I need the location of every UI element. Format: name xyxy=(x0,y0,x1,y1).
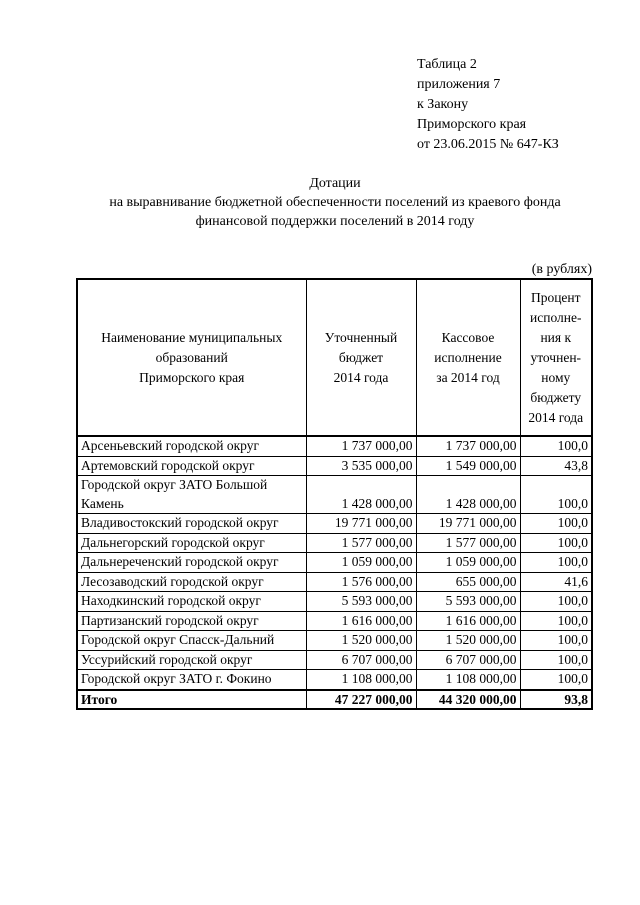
header-percent: Процент исполне- ния к уточнен- ному бюджету 2014 года xyxy=(520,279,592,436)
budget-cell: 1 520 000,00 xyxy=(306,631,416,651)
table-row xyxy=(77,592,592,612)
table-row xyxy=(77,631,592,651)
budget-cell: 1 577 000,00 xyxy=(306,533,416,553)
budget-cell: 5 593 000,00 xyxy=(306,592,416,612)
title-line-2: на выравнивание бюджетной обеспеченности поселений из краевого фонда xyxy=(109,195,561,210)
percent-cell: 100,0 xyxy=(520,476,592,514)
total-percent-cell: 93,8 xyxy=(520,690,592,709)
percent-cell: 100,0 xyxy=(520,553,592,573)
budget-cell: 1 576 000,00 xyxy=(306,572,416,592)
municipality-cell: Арсеньевский городской округ xyxy=(77,436,306,456)
table-row xyxy=(77,514,592,534)
appendix-reference xyxy=(417,55,559,155)
title-line-3: финансовой поддержки поселений в 2014 году xyxy=(195,214,475,229)
municipality-cell: Находкинский городской округ xyxy=(77,592,306,612)
table-row xyxy=(77,650,592,670)
municipality-cell: Лесозаводский городской округ xyxy=(77,572,306,592)
execution-cell: 1 059 000,00 xyxy=(416,553,520,573)
budget-cell: 1 616 000,00 xyxy=(306,611,416,631)
table-row xyxy=(77,553,592,573)
execution-cell: 1 616 000,00 xyxy=(416,611,520,631)
municipality-cell: Дальнегорский городской округ xyxy=(77,533,306,553)
table-row xyxy=(77,533,592,553)
total-budget-cell: 47 227 000,00 xyxy=(306,690,416,709)
execution-cell: 655 000,00 xyxy=(416,572,520,592)
table-row xyxy=(77,670,592,690)
budget-cell: 1 059 000,00 xyxy=(306,553,416,573)
municipality-cell: Владивостокский городской округ xyxy=(77,514,306,534)
execution-cell: 1 577 000,00 xyxy=(416,533,520,553)
budget-cell: 3 535 000,00 xyxy=(306,456,416,476)
subsidy-table xyxy=(76,278,593,710)
municipality-cell: Партизанский городской округ xyxy=(77,611,306,631)
execution-cell: 1 428 000,00 xyxy=(416,476,520,514)
percent-cell: 100,0 xyxy=(520,631,592,651)
appendix-line-region: Приморского края xyxy=(417,117,527,132)
execution-cell: 5 593 000,00 xyxy=(416,592,520,612)
percent-cell: 41,6 xyxy=(520,572,592,592)
execution-cell: 1 737 000,00 xyxy=(416,436,520,456)
title-line-1: Дотации xyxy=(309,176,361,191)
execution-cell: 19 771 000,00 xyxy=(416,514,520,534)
table-row xyxy=(77,436,592,456)
header-execution: Кассовое исполнение за 2014 год xyxy=(416,279,520,436)
header-municipality: Наименование муниципальных образований Приморского края xyxy=(77,279,306,436)
execution-cell: 1 549 000,00 xyxy=(416,456,520,476)
table-row xyxy=(77,476,592,514)
total-label-cell: Итого xyxy=(77,690,306,709)
execution-cell: 1 520 000,00 xyxy=(416,631,520,651)
total-execution-cell: 44 320 000,00 xyxy=(416,690,520,709)
appendix-line-annex: приложения 7 xyxy=(417,77,501,92)
table-row xyxy=(77,456,592,476)
municipality-cell: Городской округ Спасск-Дальний xyxy=(77,631,306,651)
table-row xyxy=(77,572,592,592)
percent-cell: 100,0 xyxy=(520,592,592,612)
execution-cell: 6 707 000,00 xyxy=(416,650,520,670)
budget-cell: 19 771 000,00 xyxy=(306,514,416,534)
budget-cell: 1 737 000,00 xyxy=(306,436,416,456)
percent-cell: 100,0 xyxy=(520,436,592,456)
appendix-line-date: от 23.06.2015 № 647-КЗ xyxy=(417,137,559,152)
table-total-row xyxy=(77,690,592,709)
document-title xyxy=(60,174,610,231)
municipality-cell: Уссурийский городской округ xyxy=(77,650,306,670)
appendix-line-law: к Закону xyxy=(417,97,469,112)
percent-cell: 100,0 xyxy=(520,611,592,631)
execution-cell: 1 108 000,00 xyxy=(416,670,520,690)
budget-cell: 1 428 000,00 xyxy=(306,476,416,514)
percent-cell: 100,0 xyxy=(520,650,592,670)
municipality-cell: Городской округ ЗАТО г. Фокино xyxy=(77,670,306,690)
percent-cell: 43,8 xyxy=(520,456,592,476)
municipality-cell: Артемовский городской округ xyxy=(77,456,306,476)
header-budget: Уточненный бюджет 2014 года xyxy=(306,279,416,436)
percent-cell: 100,0 xyxy=(520,533,592,553)
percent-cell: 100,0 xyxy=(520,670,592,690)
budget-cell: 6 707 000,00 xyxy=(306,650,416,670)
municipality-cell: Дальнереченский городской округ xyxy=(77,553,306,573)
units-label: (в рублях) xyxy=(531,262,592,277)
appendix-line-table: Таблица 2 xyxy=(417,57,477,72)
table-row xyxy=(77,611,592,631)
percent-cell: 100,0 xyxy=(520,514,592,534)
table-body xyxy=(77,436,592,709)
budget-cell: 1 108 000,00 xyxy=(306,670,416,690)
table-header-row xyxy=(77,279,592,436)
municipality-cell: Городской округ ЗАТО Большой Камень xyxy=(77,476,306,514)
